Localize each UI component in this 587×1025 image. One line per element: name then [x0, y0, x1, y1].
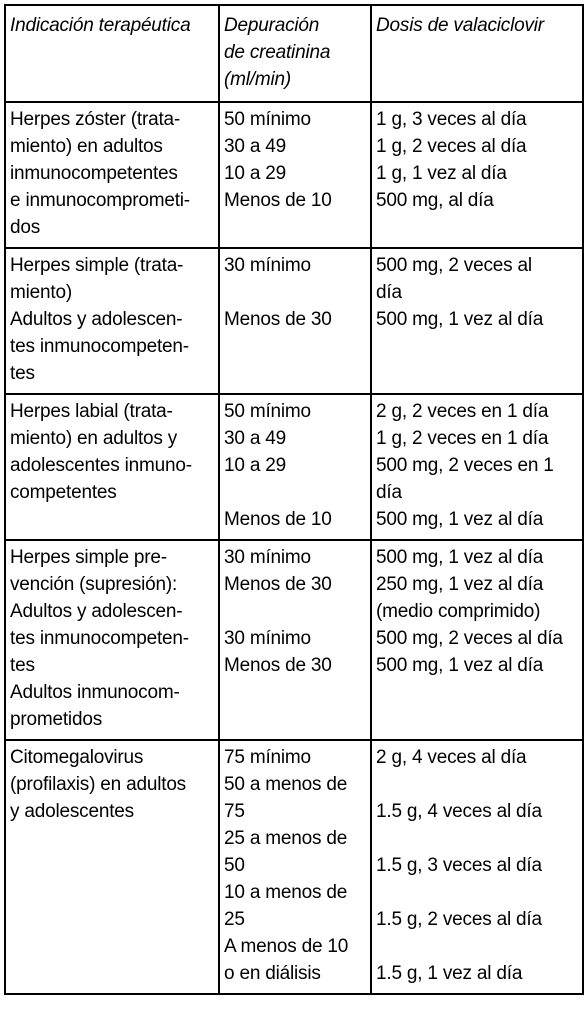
cell-line: 500 mg, 1 vez al día [376, 309, 544, 330]
cell-line: 500 mg, 1 vez al día [376, 509, 544, 530]
cell-line: 1.5 g, 2 veces al día [376, 909, 542, 930]
line-spacer [224, 479, 366, 506]
cell-line: día [376, 482, 402, 503]
cell-line: 10 a 29 [224, 163, 286, 184]
line-spacer [376, 771, 578, 798]
cell-line: 30 mínimo [224, 628, 311, 649]
cell-line: tes [10, 655, 35, 676]
cell-line: 1 g, 1 vez al día [376, 163, 507, 184]
cell-line: inmunocompetentes [10, 163, 178, 184]
cell-line: 1.5 g, 1 vez al día [376, 963, 523, 984]
header-clearance: Depuración de creatinina (ml/min) [219, 5, 371, 102]
cell-line: 30 a 49 [224, 428, 286, 449]
cell-indication [5, 102, 219, 248]
cell-line: 30 mínimo [224, 255, 311, 276]
cell-line: o en diálisis [224, 963, 321, 984]
cell-line: Menos de 30 [224, 655, 332, 676]
header-dose: Dosis de valaciclovir [371, 5, 583, 102]
cell-line: 250 mg, 1 vez al día [376, 574, 544, 595]
cell-clearance [219, 394, 371, 540]
cell-line: 50 [224, 855, 245, 876]
cell-line: Menos de 30 [224, 574, 332, 595]
cell-line: 25 a menos de [224, 828, 348, 849]
cell-line: (medio comprimido) [376, 601, 541, 622]
cell-line: 500 mg, 2 veces al día [376, 628, 563, 649]
line-spacer [376, 879, 578, 906]
cell-line: Adultos inmunocom- [10, 682, 180, 703]
cell-dose [371, 740, 583, 994]
cell-line: día [376, 282, 402, 303]
cell-line: Menos de 30 [224, 309, 332, 330]
cell-dose [371, 102, 583, 248]
dosage-table [4, 4, 584, 995]
cell-line: Herpes simple (trata- [10, 255, 184, 276]
cell-line: adolescentes inmuno- [10, 455, 192, 476]
cell-line: 25 [224, 909, 245, 930]
cell-dose [371, 540, 583, 740]
cell-line: 500 mg, al día [376, 190, 494, 211]
cell-line: 500 mg, 1 vez al día [376, 655, 544, 676]
table-row [5, 394, 583, 540]
cell-line: e inmunocomprometi- [10, 190, 190, 211]
cell-line: 75 [224, 801, 245, 822]
cell-line: A menos de 10 [224, 936, 349, 957]
cell-indication [5, 248, 219, 394]
cell-line: 500 mg, 1 vez al día [376, 547, 544, 568]
cell-line: 50 mínimo [224, 401, 311, 422]
cell-line: miento) en adultos [10, 136, 163, 157]
cell-line: Citomegalovirus [10, 747, 144, 768]
cell-line: dos [10, 217, 41, 238]
cell-indication [5, 540, 219, 740]
cell-line: Adultos y adolescen- [10, 601, 183, 622]
table-body [5, 102, 583, 994]
cell-line: Adultos y adolescen- [10, 309, 183, 330]
cell-line: 1.5 g, 3 veces al día [376, 855, 542, 876]
cell-line: (profilaxis) en adultos [10, 774, 186, 795]
table-row [5, 740, 583, 994]
cell-line: 10 a menos de [224, 882, 348, 903]
line-spacer [376, 933, 578, 960]
cell-line: prometidos [10, 709, 102, 730]
cell-line: Herpes labial (trata- [10, 401, 173, 422]
cell-clearance [219, 740, 371, 994]
cell-line: 50 mínimo [224, 109, 311, 130]
cell-line: 1 g, 2 veces al día [376, 136, 527, 157]
table-row [5, 248, 583, 394]
cell-clearance [219, 540, 371, 740]
table-row [5, 540, 583, 740]
cell-line: 30 a 49 [224, 136, 286, 157]
cell-line: Menos de 10 [224, 190, 332, 211]
cell-line: 75 mínimo [224, 747, 311, 768]
cell-indication [5, 394, 219, 540]
cell-line: miento) [10, 282, 72, 303]
table-header-row [5, 5, 583, 102]
line-spacer [224, 279, 366, 306]
cell-line: miento) en adultos y [10, 428, 178, 449]
cell-line: 1 g, 3 veces al día [376, 109, 527, 130]
cell-line: 1.5 g, 4 veces al día [376, 801, 542, 822]
cell-line: 10 a 29 [224, 455, 286, 476]
line-spacer [224, 598, 366, 625]
cell-indication [5, 740, 219, 994]
cell-clearance [219, 102, 371, 248]
cell-dose [371, 248, 583, 394]
cell-line: Herpes simple pre- [10, 547, 167, 568]
cell-line: 1 g, 2 veces en 1 día [376, 428, 549, 449]
cell-line: Menos de 10 [224, 509, 332, 530]
cell-line: vención (supresión): [10, 574, 178, 595]
cell-line: 2 g, 4 veces al día [376, 747, 527, 768]
cell-line: 2 g, 2 veces en 1 día [376, 401, 549, 422]
cell-line: 50 a menos de [224, 774, 348, 795]
cell-line: 30 mínimo [224, 547, 311, 568]
cell-line: 500 mg, 2 veces en 1 [376, 455, 554, 476]
cell-line: tes inmunocompeten- [10, 628, 189, 649]
cell-dose [371, 394, 583, 540]
header-indication: Indicación terapéutica [5, 5, 219, 102]
cell-line: 500 mg, 2 veces al [376, 255, 532, 276]
cell-line: tes inmunocompeten- [10, 336, 189, 357]
table-row [5, 102, 583, 248]
line-spacer [376, 825, 578, 852]
cell-line: Herpes zóster (trata- [10, 109, 181, 130]
cell-line: y adolescentes [10, 801, 134, 822]
cell-clearance [219, 248, 371, 394]
cell-line: competentes [10, 482, 117, 503]
cell-line: tes [10, 363, 35, 384]
